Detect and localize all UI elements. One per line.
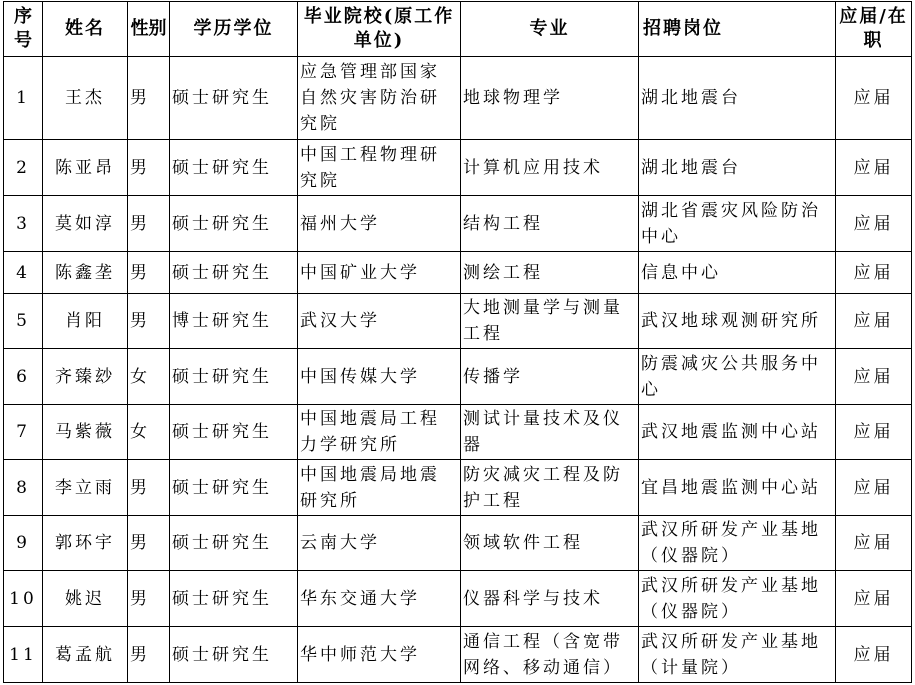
cell-gender: 男	[128, 196, 170, 252]
cell-school: 应急管理部国家自然灾害防治研究院	[298, 57, 461, 140]
table-row	[4, 516, 912, 571]
cell-school: 中国地震局地震研究所	[298, 460, 461, 516]
cell-major: 结构工程	[461, 196, 639, 252]
header-status: 应届/在职	[836, 2, 912, 57]
cell-gender: 女	[128, 405, 170, 460]
header-position: 招聘岗位	[639, 2, 836, 57]
cell-gender: 女	[128, 349, 170, 405]
cell-major: 仪器科学与技术	[461, 571, 639, 627]
header-row	[4, 2, 912, 57]
cell-status: 应届	[836, 140, 912, 196]
cell-position: 武汉地球观测研究所	[639, 294, 836, 349]
cell-status: 应届	[836, 349, 912, 405]
cell-status: 应届	[836, 294, 912, 349]
cell-position: 信息中心	[639, 252, 836, 294]
header-major: 专业	[461, 2, 639, 57]
cell-major: 测绘工程	[461, 252, 639, 294]
table-row	[4, 405, 912, 460]
cell-gender: 男	[128, 140, 170, 196]
cell-name: 齐臻玅	[43, 349, 128, 405]
cell-status: 应届	[836, 571, 912, 627]
cell-gender: 男	[128, 627, 170, 683]
cell-index: 4	[4, 252, 43, 294]
cell-name: 肖阳	[43, 294, 128, 349]
cell-major: 通信工程（含宽带网络、移动通信）	[461, 627, 639, 683]
header-school: 毕业院校(原工作单位)	[298, 2, 461, 57]
cell-gender: 男	[128, 57, 170, 140]
cell-name: 郭环宇	[43, 516, 128, 571]
cell-index: 3	[4, 196, 43, 252]
cell-index: 5	[4, 294, 43, 349]
table-row	[4, 627, 912, 683]
cell-position: 武汉所研发产业基地（仪器院）	[639, 516, 836, 571]
cell-major: 防灾减灾工程及防护工程	[461, 460, 639, 516]
header-gender: 性别	[128, 2, 170, 57]
cell-index: 7	[4, 405, 43, 460]
cell-name: 陈亚昂	[43, 140, 128, 196]
cell-index: 1	[4, 57, 43, 140]
cell-major: 传播学	[461, 349, 639, 405]
table-row	[4, 349, 912, 405]
cell-status: 应届	[836, 516, 912, 571]
cell-degree: 博士研究生	[170, 294, 298, 349]
cell-gender: 男	[128, 571, 170, 627]
cell-index: 6	[4, 349, 43, 405]
cell-index: 10	[4, 571, 43, 627]
cell-status: 应届	[836, 627, 912, 683]
cell-degree: 硕士研究生	[170, 627, 298, 683]
cell-position: 宜昌地震监测中心站	[639, 460, 836, 516]
cell-position: 湖北地震台	[639, 140, 836, 196]
table-row	[4, 196, 912, 252]
cell-school: 中国传媒大学	[298, 349, 461, 405]
cell-school: 华中师范大学	[298, 627, 461, 683]
cell-position: 湖北地震台	[639, 57, 836, 140]
cell-position: 武汉地震监测中心站	[639, 405, 836, 460]
cell-name: 马紫薇	[43, 405, 128, 460]
cell-degree: 硕士研究生	[170, 405, 298, 460]
cell-index: 8	[4, 460, 43, 516]
table-row	[4, 252, 912, 294]
table-row	[4, 460, 912, 516]
cell-index: 2	[4, 140, 43, 196]
cell-name: 王杰	[43, 57, 128, 140]
cell-degree: 硕士研究生	[170, 349, 298, 405]
cell-school: 中国矿业大学	[298, 252, 461, 294]
cell-school: 云南大学	[298, 516, 461, 571]
cell-index: 9	[4, 516, 43, 571]
cell-degree: 硕士研究生	[170, 571, 298, 627]
table-row	[4, 140, 912, 196]
cell-position: 湖北省震灾风险防治中心	[639, 196, 836, 252]
cell-status: 应届	[836, 57, 912, 140]
cell-major: 计算机应用技术	[461, 140, 639, 196]
cell-major: 地球物理学	[461, 57, 639, 140]
cell-status: 应届	[836, 460, 912, 516]
cell-degree: 硕士研究生	[170, 252, 298, 294]
cell-position: 防震减灾公共服务中心	[639, 349, 836, 405]
header-degree: 学历学位	[170, 2, 298, 57]
cell-school: 中国工程物理研究院	[298, 140, 461, 196]
cell-gender: 男	[128, 252, 170, 294]
cell-name: 姚迟	[43, 571, 128, 627]
cell-name: 李立雨	[43, 460, 128, 516]
recruitment-roster-table	[3, 1, 912, 683]
cell-degree: 硕士研究生	[170, 460, 298, 516]
table-row	[4, 57, 912, 140]
cell-gender: 男	[128, 294, 170, 349]
table-row	[4, 294, 912, 349]
cell-name: 莫如淳	[43, 196, 128, 252]
cell-degree: 硕士研究生	[170, 140, 298, 196]
cell-status: 应届	[836, 405, 912, 460]
cell-degree: 硕士研究生	[170, 57, 298, 140]
cell-index: 11	[4, 627, 43, 683]
cell-school: 华东交通大学	[298, 571, 461, 627]
cell-gender: 男	[128, 516, 170, 571]
cell-major: 大地测量学与测量工程	[461, 294, 639, 349]
cell-school: 武汉大学	[298, 294, 461, 349]
cell-degree: 硕士研究生	[170, 516, 298, 571]
header-name: 姓名	[43, 2, 128, 57]
cell-position: 武汉所研发产业基地（计量院）	[639, 627, 836, 683]
cell-name: 葛孟航	[43, 627, 128, 683]
cell-name: 陈鑫垄	[43, 252, 128, 294]
cell-gender: 男	[128, 460, 170, 516]
header-index: 序号	[4, 2, 43, 57]
cell-status: 应届	[836, 196, 912, 252]
cell-degree: 硕士研究生	[170, 196, 298, 252]
cell-school: 福州大学	[298, 196, 461, 252]
cell-major: 领域软件工程	[461, 516, 639, 571]
cell-major: 测试计量技术及仪器	[461, 405, 639, 460]
table-row	[4, 571, 912, 627]
cell-school: 中国地震局工程力学研究所	[298, 405, 461, 460]
cell-status: 应届	[836, 252, 912, 294]
cell-position: 武汉所研发产业基地（仪器院）	[639, 571, 836, 627]
